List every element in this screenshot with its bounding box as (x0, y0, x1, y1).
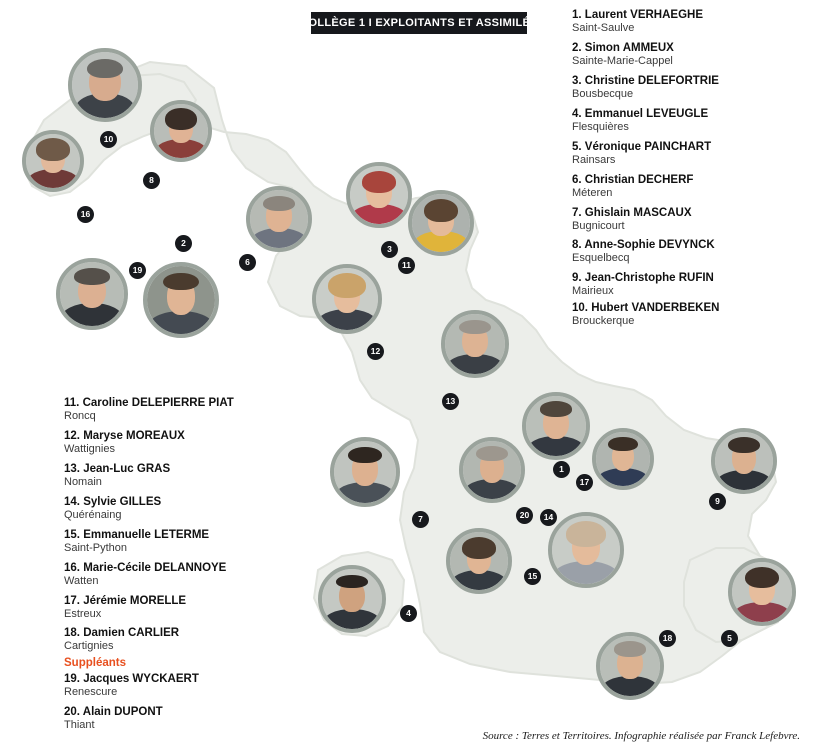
legend-number: 5. (572, 140, 582, 153)
legend-name (64, 528, 314, 542)
legend-item-16 (64, 561, 314, 588)
legend-item-13 (64, 462, 314, 489)
marker-label: 10 (103, 134, 114, 145)
legend-person-name: Emmanuel LEVEUGLE (584, 107, 709, 120)
legend-town: Saint-Saulve (572, 22, 635, 35)
marker-8 (143, 172, 160, 189)
legend-item-18 (64, 626, 314, 653)
marker-label: 2 (181, 238, 186, 249)
portrait-8 (150, 100, 212, 162)
marker-label: 18 (662, 633, 673, 644)
legend-town: Brouckerque (572, 314, 635, 327)
portrait-2 (143, 262, 219, 338)
legend-item-9 (572, 271, 807, 298)
legend-person-name: Sylvie GILLES (83, 495, 162, 508)
legend-town: Sainte-Marie-Cappel (572, 54, 673, 67)
legend-person-name: Christine DELEFORTRIE (584, 74, 719, 87)
legend-person-name: Anne-Sophie DEVYNCK (584, 239, 715, 252)
legend-item-5 (572, 140, 807, 167)
legend-name (64, 672, 314, 686)
portrait-7 (330, 437, 400, 507)
legend-person-name: Maryse MOREAUX (83, 429, 185, 442)
marker-label: 20 (519, 510, 530, 521)
legend-number: 7. (572, 206, 582, 219)
page-title (300, 12, 538, 34)
marker-label: 9 (715, 496, 720, 507)
legend-number: 17. (64, 594, 80, 607)
marker-label: 5 (727, 633, 732, 644)
marker-label: 8 (149, 175, 154, 186)
legend-name (572, 74, 807, 88)
legend-number: 6. (572, 173, 582, 186)
legend-name (572, 107, 807, 121)
legend-number: 10. (572, 301, 588, 314)
legend-town: Flesquières (572, 120, 629, 133)
marker-label: 19 (132, 265, 143, 276)
portrait-13 (441, 310, 509, 378)
legend-person-name: Jérémie MORELLE (83, 594, 187, 607)
legend-list-right (572, 8, 807, 334)
portrait-20 (459, 437, 525, 503)
marker-label: 6 (245, 257, 250, 268)
legend-item-20 (64, 705, 314, 732)
legend-town: Watten (64, 574, 99, 587)
legend-person-name: Emmanuelle LETERME (83, 528, 210, 541)
legend-name (572, 173, 807, 187)
legend-name (64, 429, 314, 443)
legend-number: 14. (64, 495, 80, 508)
legend-name (64, 705, 314, 719)
marker-label: 17 (579, 477, 590, 488)
legend-number: 3. (572, 74, 582, 87)
marker-11 (398, 257, 415, 274)
legend-name (572, 41, 807, 55)
legend-name (572, 8, 807, 22)
legend-person-name: Jean-Christophe RUFIN (584, 272, 714, 285)
legend-number: 16. (64, 561, 80, 574)
portrait-11 (408, 190, 474, 256)
legend-person-name: Alain DUPONT (82, 705, 163, 718)
marker-label: 3 (387, 244, 392, 255)
legend-person-name: Véronique PAINCHART (584, 140, 712, 153)
legend-name (64, 462, 314, 476)
legend-number: 4. (572, 107, 582, 120)
portrait-10 (68, 48, 142, 122)
portrait-6 (246, 186, 312, 252)
legend-town: Bousbecque (572, 87, 634, 100)
marker-12 (367, 343, 384, 360)
legend-number: 18. (64, 627, 80, 640)
legend-item-19 (64, 672, 314, 699)
legend-name (572, 206, 807, 220)
legend-town: Roncq (64, 410, 96, 423)
marker-15 (524, 568, 541, 585)
portrait-17 (592, 428, 654, 490)
legend-town: Bugnicourt (572, 219, 625, 232)
legend-item-14 (64, 495, 314, 522)
marker-20 (516, 507, 533, 524)
legend-number: 19. (64, 672, 80, 685)
marker-13 (442, 393, 459, 410)
marker-10 (100, 131, 117, 148)
legend-item-2 (572, 41, 807, 68)
legend-person-name: Simon AMMEUX (584, 41, 674, 54)
legend-number: 9. (572, 272, 582, 285)
legend-town: Cartignies (64, 640, 114, 653)
legend-town: Rainsars (572, 153, 616, 166)
portrait-19 (56, 258, 128, 330)
portrait-14 (548, 512, 624, 588)
marker-6 (239, 254, 256, 271)
marker-2 (175, 235, 192, 252)
legend-item-6 (572, 173, 807, 200)
portrait-3 (346, 162, 412, 228)
marker-4 (400, 605, 417, 622)
legend-number: 12. (64, 429, 80, 442)
legend-name (572, 140, 807, 154)
legend-number: 2. (572, 41, 582, 54)
marker-label: 15 (527, 571, 538, 582)
legend-name (64, 396, 314, 410)
legend-number: 11. (64, 397, 80, 409)
legend-number: 20. (64, 705, 80, 718)
portrait-18 (596, 632, 664, 700)
title-text: COLLÈGE 1 I EXPLOITANTS ET ASSIMILÉS (300, 17, 538, 29)
marker-3 (381, 241, 398, 258)
legend-name (572, 301, 807, 315)
legend-item-15 (64, 528, 314, 555)
legend-town: Méteren (572, 186, 613, 199)
marker-label: 13 (445, 396, 456, 407)
legend-item-7 (572, 206, 807, 233)
legend-name (572, 271, 807, 285)
legend-person-name: Ghislain MASCAUX (584, 206, 692, 219)
legend-item-17 (64, 594, 314, 621)
legend-number: 8. (572, 239, 582, 252)
portrait-12 (312, 264, 382, 334)
legend-name (64, 626, 314, 640)
source-note: Source : Terres et Territoires. Infographie réalisée par Franck Lefebvre. (482, 730, 800, 742)
legend-item-10 (572, 301, 807, 328)
legend-subheading-suppleants: Suppléants (64, 656, 126, 669)
legend-person-name: Damien CARLIER (83, 627, 180, 640)
portrait-9 (711, 428, 777, 494)
marker-14 (540, 509, 557, 526)
legend-name (572, 238, 807, 252)
legend-item-4 (572, 107, 807, 134)
legend-town: Mairieux (572, 285, 614, 298)
legend-town: Estreux (64, 607, 102, 620)
marker-label: 7 (418, 514, 423, 525)
legend-item-12 (64, 429, 314, 456)
portrait-5 (728, 558, 796, 626)
legend-number: 1. (572, 9, 582, 21)
marker-9 (709, 493, 726, 510)
legend-town: Quérénaing (64, 508, 122, 521)
legend-person-name: Marie-Cécile DELANNOYE (83, 561, 227, 574)
marker-label: 1 (559, 464, 564, 475)
legend-number: 15. (64, 528, 80, 541)
legend-item-1 (572, 8, 807, 35)
marker-16 (77, 206, 94, 223)
marker-label: 16 (80, 209, 91, 220)
legend-item-8 (572, 238, 807, 265)
legend-town: Nomain (64, 475, 102, 488)
marker-label: 12 (370, 346, 381, 357)
legend-town: Esquelbecq (572, 252, 630, 265)
marker-17 (576, 474, 593, 491)
legend-town: Saint-Python (64, 541, 127, 554)
legend-person-name: Caroline DELEPIERRE PIAT (82, 397, 234, 409)
portrait-1 (522, 392, 590, 460)
legend-item-3 (572, 74, 807, 101)
legend-town: Wattignies (64, 442, 115, 455)
legend-person-name: Hubert VANDERBEKEN (591, 301, 720, 314)
portrait-4 (318, 565, 386, 633)
legend-number: 13. (64, 462, 80, 475)
legend-person-name: Christian DECHERF (584, 173, 694, 186)
legend-person-name: Laurent VERHAEGHE (584, 9, 704, 21)
marker-label: 11 (402, 260, 411, 271)
marker-19 (129, 262, 146, 279)
legend-name (64, 495, 314, 509)
marker-label: 14 (543, 512, 554, 523)
legend-town: Renescure (64, 685, 118, 698)
legend-town: Thiant (64, 718, 95, 731)
marker-7 (412, 511, 429, 528)
portrait-16 (22, 130, 84, 192)
marker-label: 4 (406, 608, 411, 619)
marker-5 (721, 630, 738, 647)
legend-person-name: Jean-Luc GRAS (83, 462, 171, 475)
legend-list-left (64, 396, 314, 738)
legend-person-name: Jacques WYCKAERT (83, 672, 199, 685)
legend-name (64, 594, 314, 608)
marker-1 (553, 461, 570, 478)
portrait-15 (446, 528, 512, 594)
legend-name (64, 561, 314, 575)
marker-18 (659, 630, 676, 647)
legend-item-11 (64, 396, 314, 423)
